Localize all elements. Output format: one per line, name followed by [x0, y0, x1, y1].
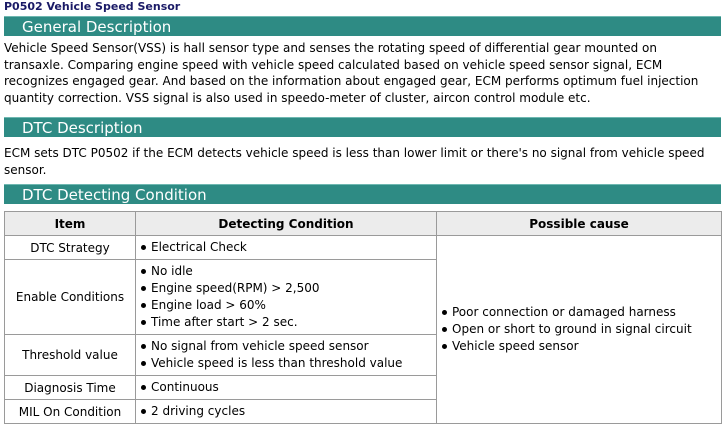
column-header-detecting-condition: Detecting Condition — [136, 212, 437, 236]
general-description-text: Vehicle Speed Sensor(VSS) is hall sensor type and senses the rotating speed of differential gear mounted on transaxle. Comparing engine speed with vehicle speed calculated based on vehicle speed sensor signal, ECM recognizes engaged gear. And based on the information about engaged gear, ECM performs optimum fuel injection quantity correction. VSS signal is also used in speedo-meter of cluster, aircon control module etc. — [4, 41, 699, 105]
item-enable-conditions: Enable Conditions — [5, 260, 136, 335]
condition-item: No idle — [139, 263, 433, 280]
condition-item: Time after start > 2 sec. — [139, 314, 433, 331]
condition-item: Engine load > 60% — [139, 297, 433, 314]
item-threshold-value: Threshold value — [5, 335, 136, 376]
condition-item: Vehicle speed is less than threshold value — [139, 355, 433, 372]
dtc-description-heading: DTC Description — [4, 117, 721, 137]
detecting-condition-cell — [136, 400, 437, 424]
table-row — [5, 236, 722, 260]
page-title: P0502 Vehicle Speed Sensor — [4, 0, 181, 13]
dtc-description-text: ECM sets DTC P0502 if the ECM detects vehicle speed is less than lower limit or there's no signal from vehicle speed sensor. — [4, 146, 705, 177]
dtc-condition-table — [4, 211, 722, 424]
table-header-row — [5, 212, 722, 236]
condition-item: Electrical Check — [139, 239, 433, 256]
detecting-condition-cell — [136, 376, 437, 400]
dtc-detecting-condition-heading: DTC Detecting Condition — [4, 184, 721, 204]
general-description-heading: General Description — [4, 16, 721, 36]
condition-item: No signal from vehicle speed sensor — [139, 338, 433, 355]
cause-item: Poor connection or damaged harness — [440, 304, 718, 321]
cause-item: Open or short to ground in signal circuit — [440, 321, 718, 338]
item-diagnosis-time: Diagnosis Time — [5, 376, 136, 400]
item-dtc-strategy: DTC Strategy — [5, 236, 136, 260]
item-mil-on-condition: MIL On Condition — [5, 400, 136, 424]
condition-item: Engine speed(RPM) > 2,500 — [139, 280, 433, 297]
column-header-possible-cause: Possible cause — [437, 212, 722, 236]
column-header-item: Item — [5, 212, 136, 236]
cause-item: Vehicle speed sensor — [440, 338, 718, 355]
possible-cause-cell — [437, 236, 722, 424]
condition-item: 2 driving cycles — [139, 403, 433, 420]
detecting-condition-cell — [136, 335, 437, 376]
condition-item: Continuous — [139, 379, 433, 396]
detecting-condition-cell — [136, 260, 437, 335]
detecting-condition-cell — [136, 236, 437, 260]
